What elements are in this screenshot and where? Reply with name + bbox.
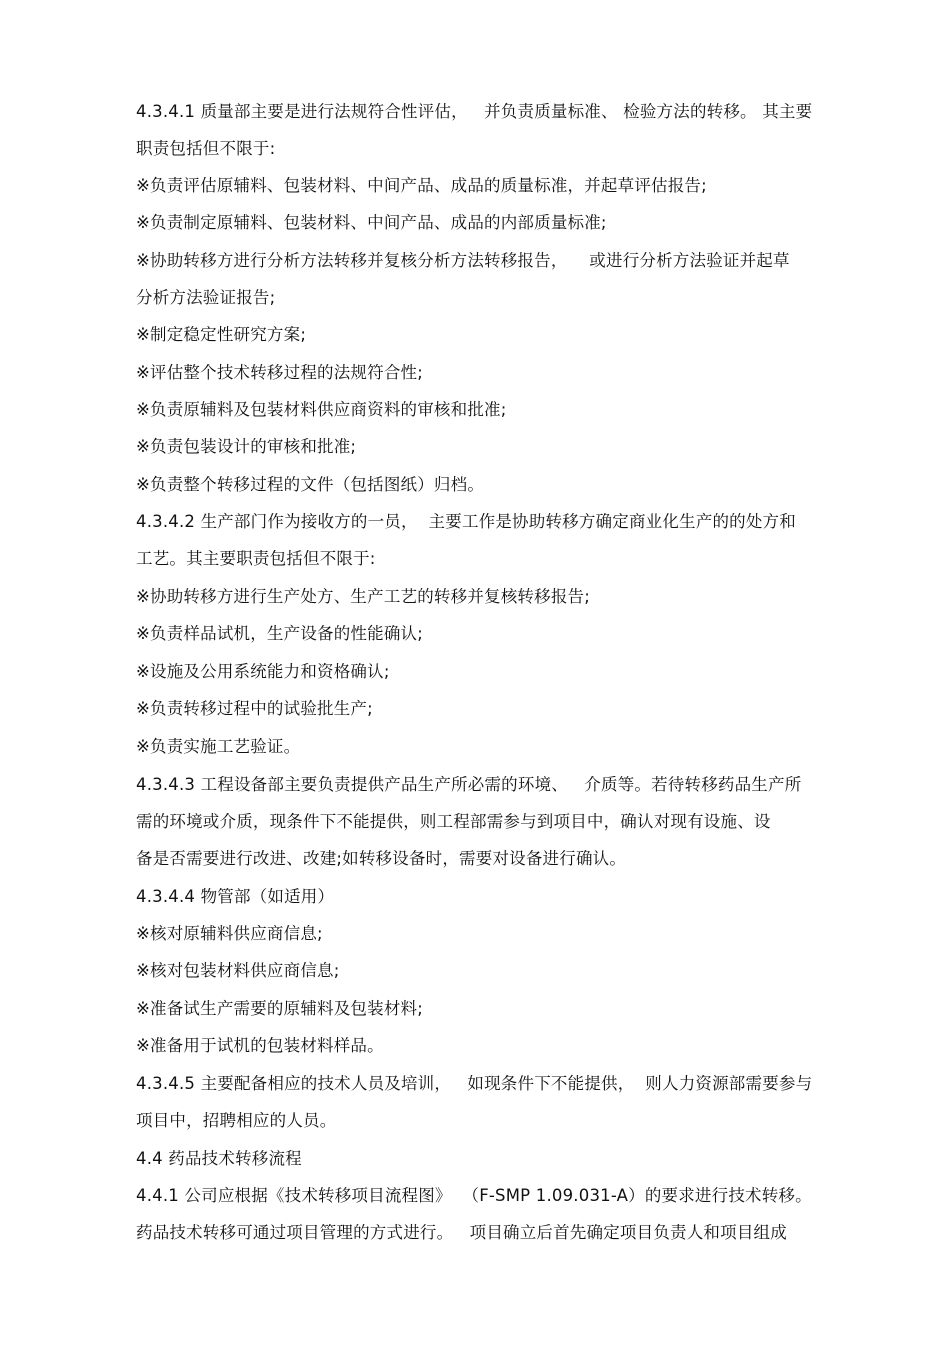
text-line: ※负责整个转移过程的文件（包括图纸）归档。	[136, 475, 485, 494]
text-line: ※负责制定原辅料、包装材料、中间产品、成品的内部质量标准;	[136, 213, 607, 232]
text-line: ※核对包装材料供应商信息;	[136, 961, 340, 980]
text-line: 4.3.4.5 主要配备相应的技术人员及培训， 如现条件下不能提供， 则人力资源部需要参与	[136, 1074, 813, 1093]
text-line: ※负责样品试机，生产设备的性能确认;	[136, 624, 423, 643]
text-line: ※协助转移方进行分析方法转移并复核分析方法转移报告， 或进行分析方法验证并起草	[136, 251, 790, 270]
text-line: 分析方法验证报告;	[136, 288, 276, 307]
text-line: 4.4.1 公司应根据《技术转移项目流程图》 （F-SMP 1.09.031-A）的要求进行技术转移。	[136, 1186, 812, 1205]
text-line: 工艺。其主要职责包括但不限于:	[136, 549, 376, 568]
text-line: 项目中，招聘相应的人员。	[136, 1111, 337, 1130]
text-line: ※准备试生产需要的原辅料及包装材料;	[136, 999, 423, 1018]
text-line: 职责包括但不限于:	[136, 139, 276, 158]
text-line: ※负责评估原辅料、包装材料、中间产品、成品的质量标准，并起草评估报告;	[136, 176, 707, 195]
text-line: ※协助转移方进行生产处方、生产工艺的转移并复核转移报告;	[136, 587, 590, 606]
text-line: ※核对原辅料供应商信息;	[136, 924, 323, 943]
text-line: ※评估整个技术转移过程的法规符合性;	[136, 363, 423, 382]
text-line: ※负责转移过程中的试验批生产;	[136, 699, 373, 718]
text-line: 药品技术转移可通过项目管理的方式进行。 项目确立后首先确定项目负责人和项目组成	[136, 1223, 787, 1242]
text-line: 备是否需要进行改进、改建;如转移设备时，需要对设备进行确认。	[136, 849, 627, 868]
text-line: 4.3.4.3 工程设备部主要负责提供产品生产所必需的环境、 介质等。若待转移药品生产所	[136, 775, 802, 794]
text-line: 4.3.4.2 生产部门作为接收方的一员， 主要工作是协助转移方确定商业化生产的的处方和	[136, 512, 796, 531]
text-line: 4.3.4.1 质量部主要是进行法规符合性评估， 并负责质量标准、 检验方法的转移。 其主要	[136, 102, 813, 121]
text-line: 4.4 药品技术转移流程	[136, 1149, 302, 1168]
text-line: ※负责原辅料及包装材料供应商资料的审核和批准;	[136, 400, 507, 419]
text-line: ※制定稳定性研究方案;	[136, 325, 307, 344]
text-line: 需的环境或介质，现条件下不能提供，则工程部需参与到项目中，确认对现有设施、设	[136, 812, 771, 831]
text-line: ※负责包装设计的审核和批准;	[136, 437, 357, 456]
text-line: ※准备用于试机的包装材料样品。	[136, 1036, 384, 1055]
text-line: 4.3.4.4 物管部（如适用）	[136, 887, 335, 906]
text-line: ※设施及公用系统能力和资格确认;	[136, 662, 390, 681]
text-line: ※负责实施工艺验证。	[136, 737, 301, 756]
